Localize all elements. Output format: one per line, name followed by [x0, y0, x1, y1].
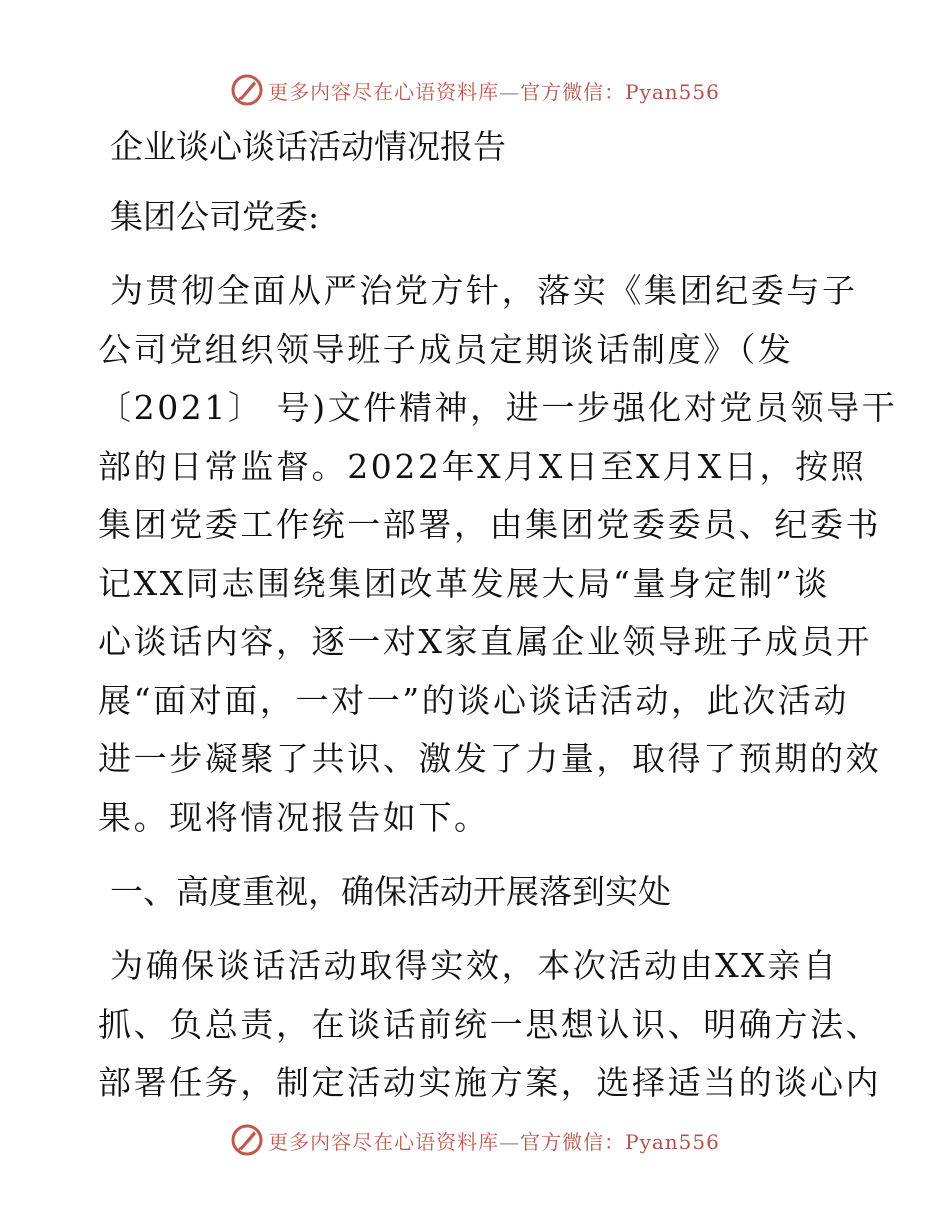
paragraph-line: 展“面对面，一对一”的谈心谈话活动，此次活动 [98, 680, 849, 720]
paragraph-line: 果。现将情况报告如下。 [98, 797, 490, 837]
paragraph-line: 为确保谈话活动取得实效，本次活动由XX亲自 [110, 946, 839, 985]
paragraph-line: 部的日常监督。2022年X月X日至X月X日，按照 [98, 446, 867, 486]
footer-watermark-banner [0, 1120, 950, 1160]
watermark-site-name: 更多内容尽在心语资料库 [268, 1129, 500, 1154]
section-heading-1: 一、高度重视，确保活动开展落到实处 [110, 872, 671, 911]
feather-pen-circle-icon [230, 73, 264, 107]
watermark-dash: — [499, 79, 521, 104]
document-salutation: 集团公司党委: [110, 197, 320, 236]
watermark-text [268, 76, 720, 105]
paragraph-line: 抓、负总责，在谈话前统一思想认识、明确方法、 [98, 1004, 882, 1044]
watermark-text [268, 1126, 720, 1155]
paragraph-line: 心谈话内容，逐一对X家直属企业领导班子成员开 [98, 622, 872, 661]
paragraph-line: 记XX同志围绕集团改革发展大局“量身定制”谈 [98, 563, 830, 603]
header-watermark-banner [0, 70, 950, 110]
document-body [98, 118, 898, 1113]
paragraph-line: 为贯彻全面从严治党方针，落实《集团纪委与子 [110, 271, 858, 310]
paragraph-line: 进一步凝聚了共识、激发了力量，取得了预期的效 [98, 739, 882, 778]
feather-pen-circle-icon [230, 1123, 264, 1157]
watermark-dash: — [499, 1129, 521, 1154]
watermark-wechat: 官方微信：Pyan556 [520, 1129, 720, 1154]
document-title: 企业谈心谈话活动情况报告 [110, 127, 506, 166]
paragraph-line: 部署任务，制定活动实施方案，选择适当的谈心内 [98, 1063, 882, 1102]
paragraph-line: 公司党组织领导班子成员定期谈话制度》（发 [98, 329, 794, 369]
watermark-site-name: 更多内容尽在心语资料库 [268, 79, 500, 104]
paragraph-line: 〔2021〕 号)文件精神，进一步强化对党员领导干 [98, 388, 898, 427]
paragraph-intro [98, 262, 898, 847]
watermark-wechat: 官方微信：Pyan556 [520, 79, 720, 104]
paragraph-line: 集团党委工作统一部署，由集团党委委员、纪委书 [98, 505, 882, 544]
paragraph-section-1 [98, 937, 882, 1113]
